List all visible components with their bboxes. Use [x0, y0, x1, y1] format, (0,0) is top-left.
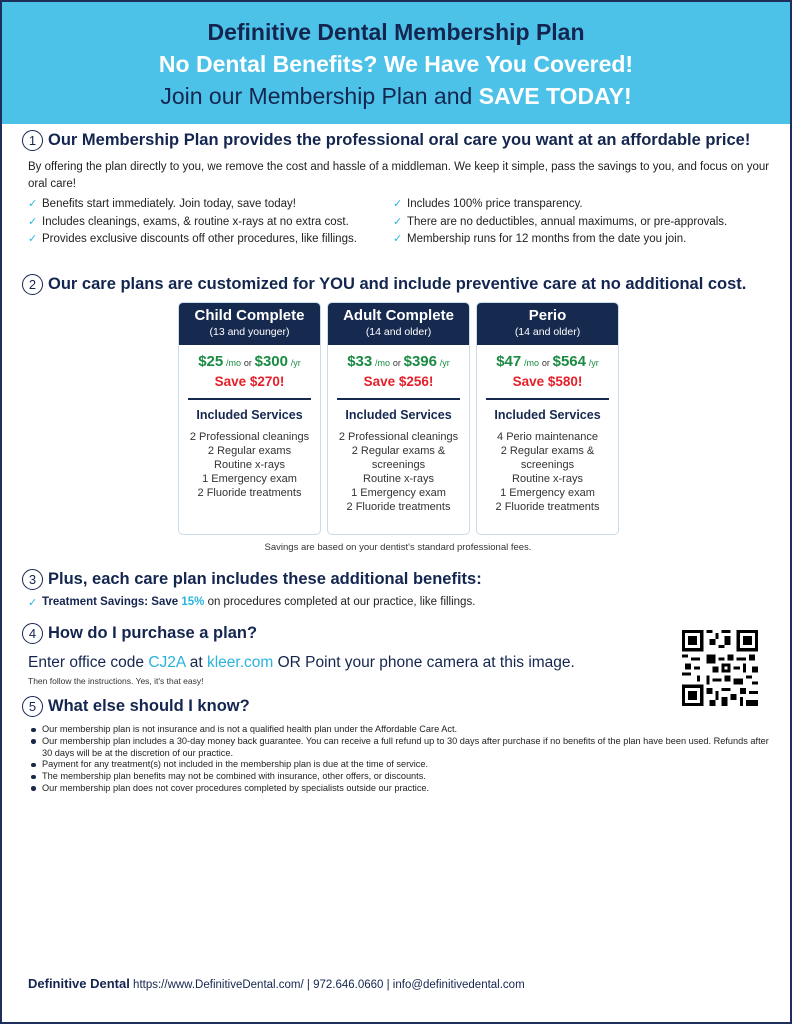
list-item: The membership plan benefits may not be combined with insurance, other offers, or discounts. [28, 771, 770, 783]
step-number-3: 3 [22, 569, 43, 590]
included-services-heading: Included Services [345, 408, 452, 422]
service-item: Routine x-rays [363, 473, 434, 485]
section-5-title: 5 What else should I know? [22, 696, 770, 717]
plan-age: (14 and older) [514, 326, 581, 338]
plan-price: $33 /mo or $396 /yr [347, 353, 450, 370]
service-item: 2 Regular exams [207, 445, 292, 457]
check-item: ✓ There are no deductibles, annual maximums, or pre-approvals. [393, 215, 738, 231]
follow-instructions: Then follow the instructions. Yes, it's that easy! [28, 676, 204, 686]
section-additional-benefits [22, 569, 770, 610]
step-number-5: 5 [22, 696, 43, 717]
included-services-heading: Included Services [196, 408, 303, 422]
plan-savings: Save $580! [512, 374, 583, 389]
treatment-savings-item: ✓ Treatment Savings: Save 15% on procedures completed at our practice, like fillings. [28, 596, 475, 608]
plan-card-child[interactable] [178, 302, 321, 535]
plan-header [477, 303, 618, 345]
header-title: Definitive Dental Membership Plan [207, 19, 585, 45]
section-what-else [22, 696, 770, 795]
additional-benefit [28, 596, 770, 610]
service-item: Routine x-rays [512, 473, 583, 485]
plan-age: (14 and older) [365, 326, 432, 338]
included-services-heading: Included Services [494, 408, 601, 422]
service-item: 1 Emergency exam [351, 487, 446, 499]
header-subtitle: No Dental Benefits? We Have You Covered! [158, 51, 634, 77]
section-1-body: By offering the plan directly to you, we remove the cost and hassle of a middleman. We keep it simple, pass the savings to you, and focus on your oral care! [28, 161, 770, 190]
header-banner [2, 2, 790, 124]
savings-footnote: Savings are based on your dentist's standard professional fees. [264, 542, 532, 553]
section-care-plans [22, 274, 770, 295]
plan-card-perio[interactable] [476, 302, 619, 535]
check-item: ✓ Provides exclusive discounts off other procedures, like fillings. [28, 232, 393, 248]
fine-print-list [28, 724, 770, 795]
service-item: 4 Perio maintenance [497, 431, 598, 443]
step-number-4: 4 [22, 623, 43, 644]
plan-price: $47 /mo or $564 /yr [496, 353, 599, 370]
service-item: 1 Emergency exam [202, 473, 297, 485]
qr-code-icon[interactable] [682, 630, 758, 706]
plan-name: Child Complete [194, 307, 305, 324]
divider [486, 398, 609, 400]
section-purchase [22, 623, 770, 686]
service-item: Routine x-rays [214, 459, 285, 471]
benefit-checklist [28, 197, 770, 250]
plan-price: $25 /mo or $300 /yr [198, 353, 301, 370]
divider [337, 398, 460, 400]
list-item: Our membership plan does not cover procedures completed by specialists outside our practice. [28, 783, 770, 795]
plan-name: Adult Complete [343, 307, 454, 324]
purchase-instructions: Enter office code CJ2A at kleer.com OR Point your phone camera at this image. [28, 654, 575, 671]
list-item: Our membership plan includes a 30-day money back guarantee. You can receive a full refund up to 30 days after purchase if no benefits of the plan have been used. Refunds after 30 days will be at the discretion of our practice. [28, 736, 770, 760]
service-item: 2 Fluoride treatments [495, 501, 600, 513]
service-item: 2 Regular exams & screenings [500, 445, 595, 471]
section-1-title: 1 Our Membership Plan provides the professional oral care you want at an affordable price! [22, 130, 770, 151]
plan-header [328, 303, 469, 345]
step-number-1: 1 [22, 130, 43, 151]
step-number-2: 2 [22, 274, 43, 295]
service-item: 1 Emergency exam [500, 487, 595, 499]
footer-contact [28, 976, 525, 991]
service-item: 2 Fluoride treatments [197, 487, 302, 499]
list-item: Our membership plan is not insurance and is not a qualified health plan under the Affordable Care Act. [28, 724, 770, 736]
section-4-title: 4 How do I purchase a plan? [22, 623, 770, 644]
check-item: ✓ Benefits start immediately. Join today, save today! [28, 197, 393, 213]
footer-contact-info[interactable]: https://www.DefinitiveDental.com/ | 972.646.0660 | info@definitivedental.com [129, 979, 525, 991]
section-3-title: 3 Plus, each care plan includes these additional benefits: [22, 569, 770, 590]
service-item: 2 Professional cleanings [189, 431, 310, 443]
plan-card-adult[interactable] [327, 302, 470, 535]
check-item: ✓ Membership runs for 12 months from the date you join. [393, 232, 738, 248]
check-item: ✓ Includes 100% price transparency. [393, 197, 738, 213]
list-item: Payment for any treatment(s) not included in the membership plan is due at the time of service. [28, 759, 770, 771]
section-membership-intro [22, 130, 770, 250]
plan-savings: Save $270! [214, 374, 285, 389]
header-tagline: Join our Membership Plan and SAVE TODAY! [160, 83, 632, 109]
plan-age: (13 and younger) [209, 326, 290, 338]
check-item: ✓ Includes cleanings, exams, & routine x-rays at no extra cost. [28, 215, 393, 231]
divider [188, 398, 311, 400]
office-code: CJ2A [148, 654, 186, 671]
service-item: 2 Regular exams & screenings [351, 445, 446, 471]
plan-header [179, 303, 320, 345]
plan-name: Perio [528, 307, 567, 324]
plan-savings: Save $256! [363, 374, 434, 389]
kleer-link[interactable]: kleer.com [206, 654, 274, 671]
service-item: 2 Fluoride treatments [346, 501, 451, 513]
save-today-text: SAVE TODAY! [478, 83, 632, 109]
service-item: 2 Professional cleanings [338, 431, 459, 443]
footer-brand: Definitive Dental [28, 976, 130, 991]
plan-cards [178, 302, 619, 535]
section-2-title: 2 Our care plans are customized for YOU and include preventive care at no additional cost. [22, 274, 770, 295]
